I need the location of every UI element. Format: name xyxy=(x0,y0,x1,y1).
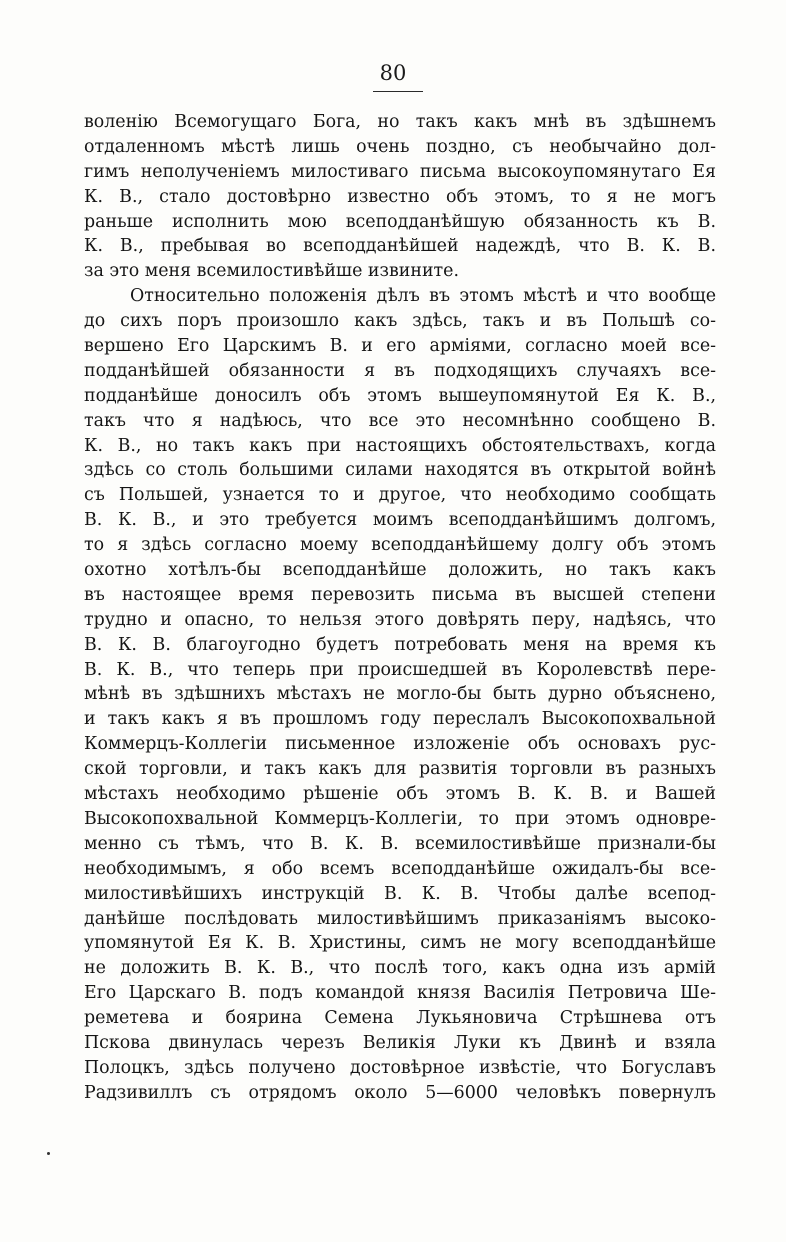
text-line: воленію Всемогущаго Бога, но такъ какъ мнѣ въ здѣшнемъ xyxy=(84,112,716,132)
text-line: вершено Его Царскимъ В. и его арміями, согласно моей все- xyxy=(84,336,716,357)
text-line: то я здѣсь согласно моему всеподданѣйшему долгу объ этомъ xyxy=(84,535,716,556)
text-line: гимъ неполученіемъ милостиваго письма высокоупомянутаго Ея xyxy=(84,161,716,182)
text-line: данѣйше послѣдовать милостивѣйшимъ приказаніямъ высоко- xyxy=(84,908,716,929)
text-line: въ настоящее время перевозить письма въ высшей степени xyxy=(84,584,716,605)
text-line: Относительно положенія дѣлъ въ этомъ мѣстѣ и что вообще xyxy=(130,286,716,307)
text-line: охотно хотѣлъ-бы всеподданѣйше доложить, но такъ какъ xyxy=(84,560,716,581)
text-line: К. В., но такъ какъ при настоящихъ обстоятельствахъ, когда xyxy=(84,435,716,456)
text-line: и такъ какъ я въ прошломъ году переслалъ Высокопохвальной xyxy=(84,709,716,730)
text-line: подданѣйше доносилъ объ этомъ вышеупомянутой Ея К. В., xyxy=(84,385,716,406)
text-line: ской торговли, и такъ какъ для развитія торговли въ разныхъ xyxy=(84,759,716,780)
text-line: раньше исполнить мою всеподданѣйшую обязанность къ В. xyxy=(84,211,716,232)
text-line: Высокопохвальной Коммерцъ-Коллегіи, то при этомъ одновре- xyxy=(84,808,716,829)
text-line: отдаленномъ мѣстѣ лишь очень поздно, съ необычайно дол- xyxy=(84,136,716,157)
text-line: милостивѣйшихъ инструкцій В. К. В. Чтобы далѣе всепод- xyxy=(84,883,716,904)
text-line: за это меня всемилостивѣйше извините. xyxy=(84,261,459,282)
text-line: Коммерцъ-Коллегіи письменное изложеніе объ основахъ рус- xyxy=(84,734,716,755)
scan-speck xyxy=(47,1152,50,1155)
text-line: К. В., стало достовѣрно известно объ этомъ, то я не могъ xyxy=(84,186,716,207)
text-line: Пскова двинулась черезъ Великія Луки къ Двинѣ и взяла xyxy=(84,1032,716,1053)
text-line: реметева и боярина Семена Лукьяновича Стрѣшнева отъ xyxy=(84,1008,716,1029)
text-line: необходимымъ, я обо всемъ всеподданѣйше ожидалъ-бы все- xyxy=(84,858,716,879)
text-line: В. К. В., что теперь при происшедшей въ Королевствѣ пере- xyxy=(84,659,716,680)
text-line: Радзивиллъ съ отрядомъ около 5—6000 человѣкъ повернулъ xyxy=(84,1082,716,1103)
text-line: подданѣйшей обязанности я въ подходящихъ случаяхъ все- xyxy=(84,360,716,381)
text-line: менно съ тѣмъ, что В. К. В. всемилостивѣйше признали-бы xyxy=(84,833,716,854)
text-line: до сихъ поръ произошло какъ здѣсь, такъ и въ Польшѣ со- xyxy=(84,311,716,332)
text-line: упомянутой Ея К. В. Христины, симъ не могу всеподданѣйше xyxy=(84,933,716,954)
text-line: мѣстахъ необходимо рѣшеніе объ этомъ В. К. В. и Вашей xyxy=(84,784,716,805)
text-line: К. В., пребывая во всеподданѣйшей надеждѣ, что В. К. В. xyxy=(84,236,716,257)
text-line: трудно и опасно, то нельзя этого довѣрять перу, надѣясь, что xyxy=(84,609,716,630)
text-line: такъ что я надѣюсь, что все это несомнѣнно сообщено В. xyxy=(84,410,716,431)
text-line: здѣсь со столь большими силами находятся въ открытой войнѣ xyxy=(84,460,716,481)
text-line: съ Польшей, узнается то и другое, что необходимо сообщать xyxy=(84,485,716,506)
text-line: В. К. В. благоугодно будетъ потребовать меня на время къ xyxy=(84,634,716,655)
paragraph-1 xyxy=(84,110,716,284)
text-line: Полоцкъ, здѣсь получено достовѣрное извѣстіе, что Богуславъ xyxy=(84,1057,716,1078)
text-line: не доложить В. К. В., что послѣ того, какъ одна изъ армій xyxy=(84,958,716,979)
body-text xyxy=(84,110,716,1106)
text-line: В. К. В., и это требуется моимъ всеподданѣйшимъ долгомъ, xyxy=(84,510,716,531)
page-number-underline xyxy=(373,91,423,92)
text-line: Его Царскаго В. подъ командой князя Василія Петровича Ше- xyxy=(84,983,716,1004)
paragraph-2 xyxy=(84,284,716,1105)
text-line: мѣнѣ въ здѣшнихъ мѣстахъ не могло-бы быть дурно объяснено, xyxy=(84,684,716,705)
page-number: 80 xyxy=(379,61,407,85)
